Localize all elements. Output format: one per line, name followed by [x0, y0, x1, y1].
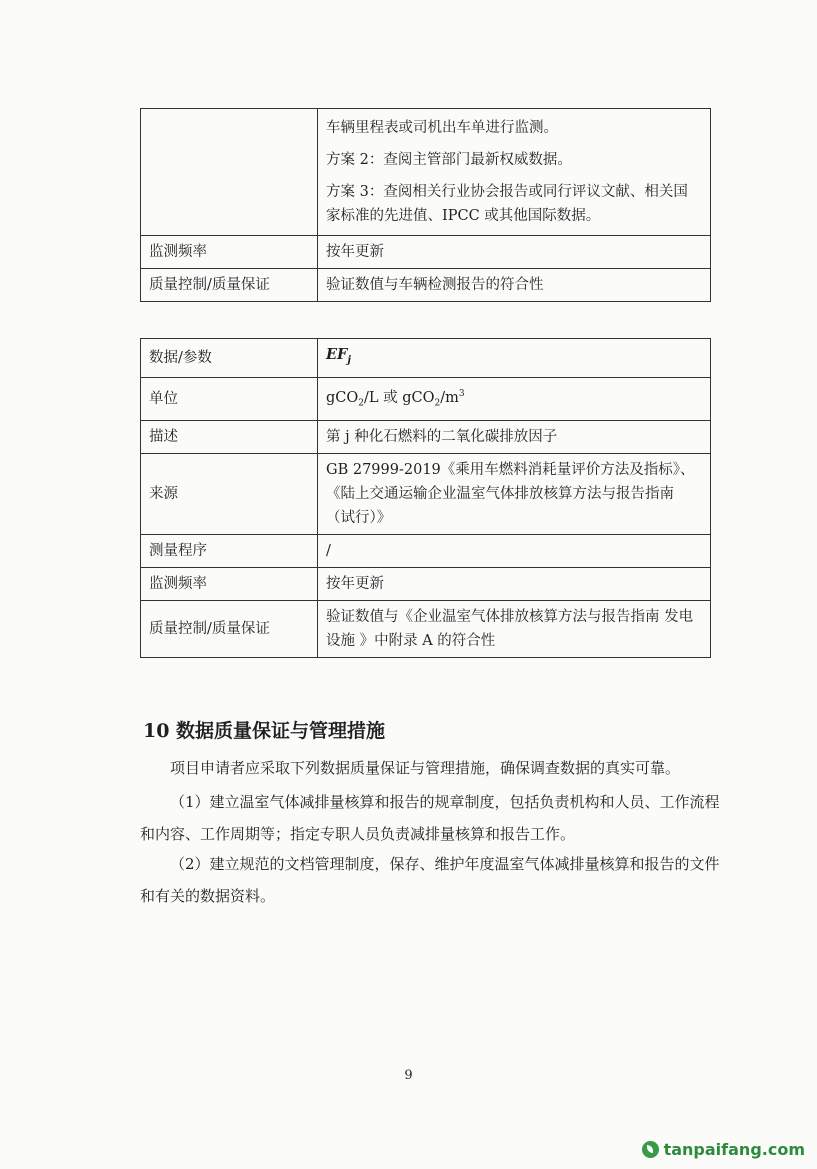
qc-label: 质量控制/质量保证	[141, 600, 318, 657]
table-row	[141, 236, 711, 269]
watermark-text: tanpaifang.com	[663, 1140, 805, 1159]
param-symbol: $EF_j$	[326, 346, 351, 366]
table-row	[141, 567, 711, 600]
measure-paragraph-1: （1）建立温室气体减排量核算和报告的规章制度，包括负责机构和人员、工作流程和内容、工作周期等；指定专职人员负责减排量核算和报告工作。	[140, 793, 720, 843]
watermark	[642, 1140, 805, 1159]
measure-paragraph-2: （2）建立规范的文档管理制度，保存、维护年度温室气体减排量核算和报告的文件和有关的数据资料。	[140, 855, 720, 905]
method-option-3: 方案 3：查阅相关行业协会报告或同行评议文献、相关国家标准的先进值、IPCC 或其他国际数据。	[326, 184, 688, 224]
desc-label: 描述	[141, 420, 318, 453]
source-label: 来源	[141, 453, 318, 534]
unit-value: gCO$_2$/L 或 $gCO_2/m^3$	[318, 377, 711, 420]
table-row	[141, 339, 711, 378]
table-row	[141, 600, 711, 657]
ef-parameter-table	[140, 338, 711, 658]
page-number: 9	[404, 1068, 413, 1083]
source-value: GB 27999-2019《乘用车燃料消耗量评价方法及指标》、《陆上交通运输企业温室气体排放核算方法与报告指南（试行）》	[318, 453, 711, 534]
monitoring-table-continued	[140, 108, 711, 302]
leaf-logo-icon	[642, 1141, 659, 1158]
freq-label: 监测频率	[141, 236, 318, 269]
table-value-cell	[318, 109, 711, 236]
freq-value: 按年更新	[318, 567, 711, 600]
method-text: 车辆里程表或司机出车单进行监测。	[326, 120, 558, 136]
freq-value: 按年更新	[318, 236, 711, 269]
method-option-2: 方案 2：查阅主管部门最新权威数据。	[326, 152, 572, 168]
table-row	[141, 377, 711, 420]
param-label: 数据/参数	[141, 339, 318, 378]
table-row	[141, 269, 711, 302]
param-symbol-cell	[318, 339, 711, 378]
qc-value: 验证数值与车辆检测报告的符合性	[318, 269, 711, 302]
table-row	[141, 109, 711, 236]
table-key-cell	[141, 109, 318, 236]
table-row	[141, 453, 711, 534]
table-row	[141, 534, 711, 567]
desc-value: 第 j 种化石燃料的二氧化碳排放因子	[318, 420, 711, 453]
section-heading: 10 数据质量保证与管理措施	[143, 720, 386, 742]
freq-label: 监测频率	[141, 567, 318, 600]
unit-label: 单位	[141, 377, 318, 420]
qc-label: 质量控制/质量保证	[141, 269, 318, 302]
proc-label: 测量程序	[141, 534, 318, 567]
intro-paragraph: 项目申请者应采取下列数据质量保证与管理措施，确保调查数据的真实可靠。	[170, 759, 681, 777]
table-row	[141, 420, 711, 453]
proc-value: /	[318, 534, 711, 567]
qc-value: 验证数值与《企业温室气体排放核算方法与报告指南 发电设施 》中附录 A 的符合性	[318, 600, 711, 657]
